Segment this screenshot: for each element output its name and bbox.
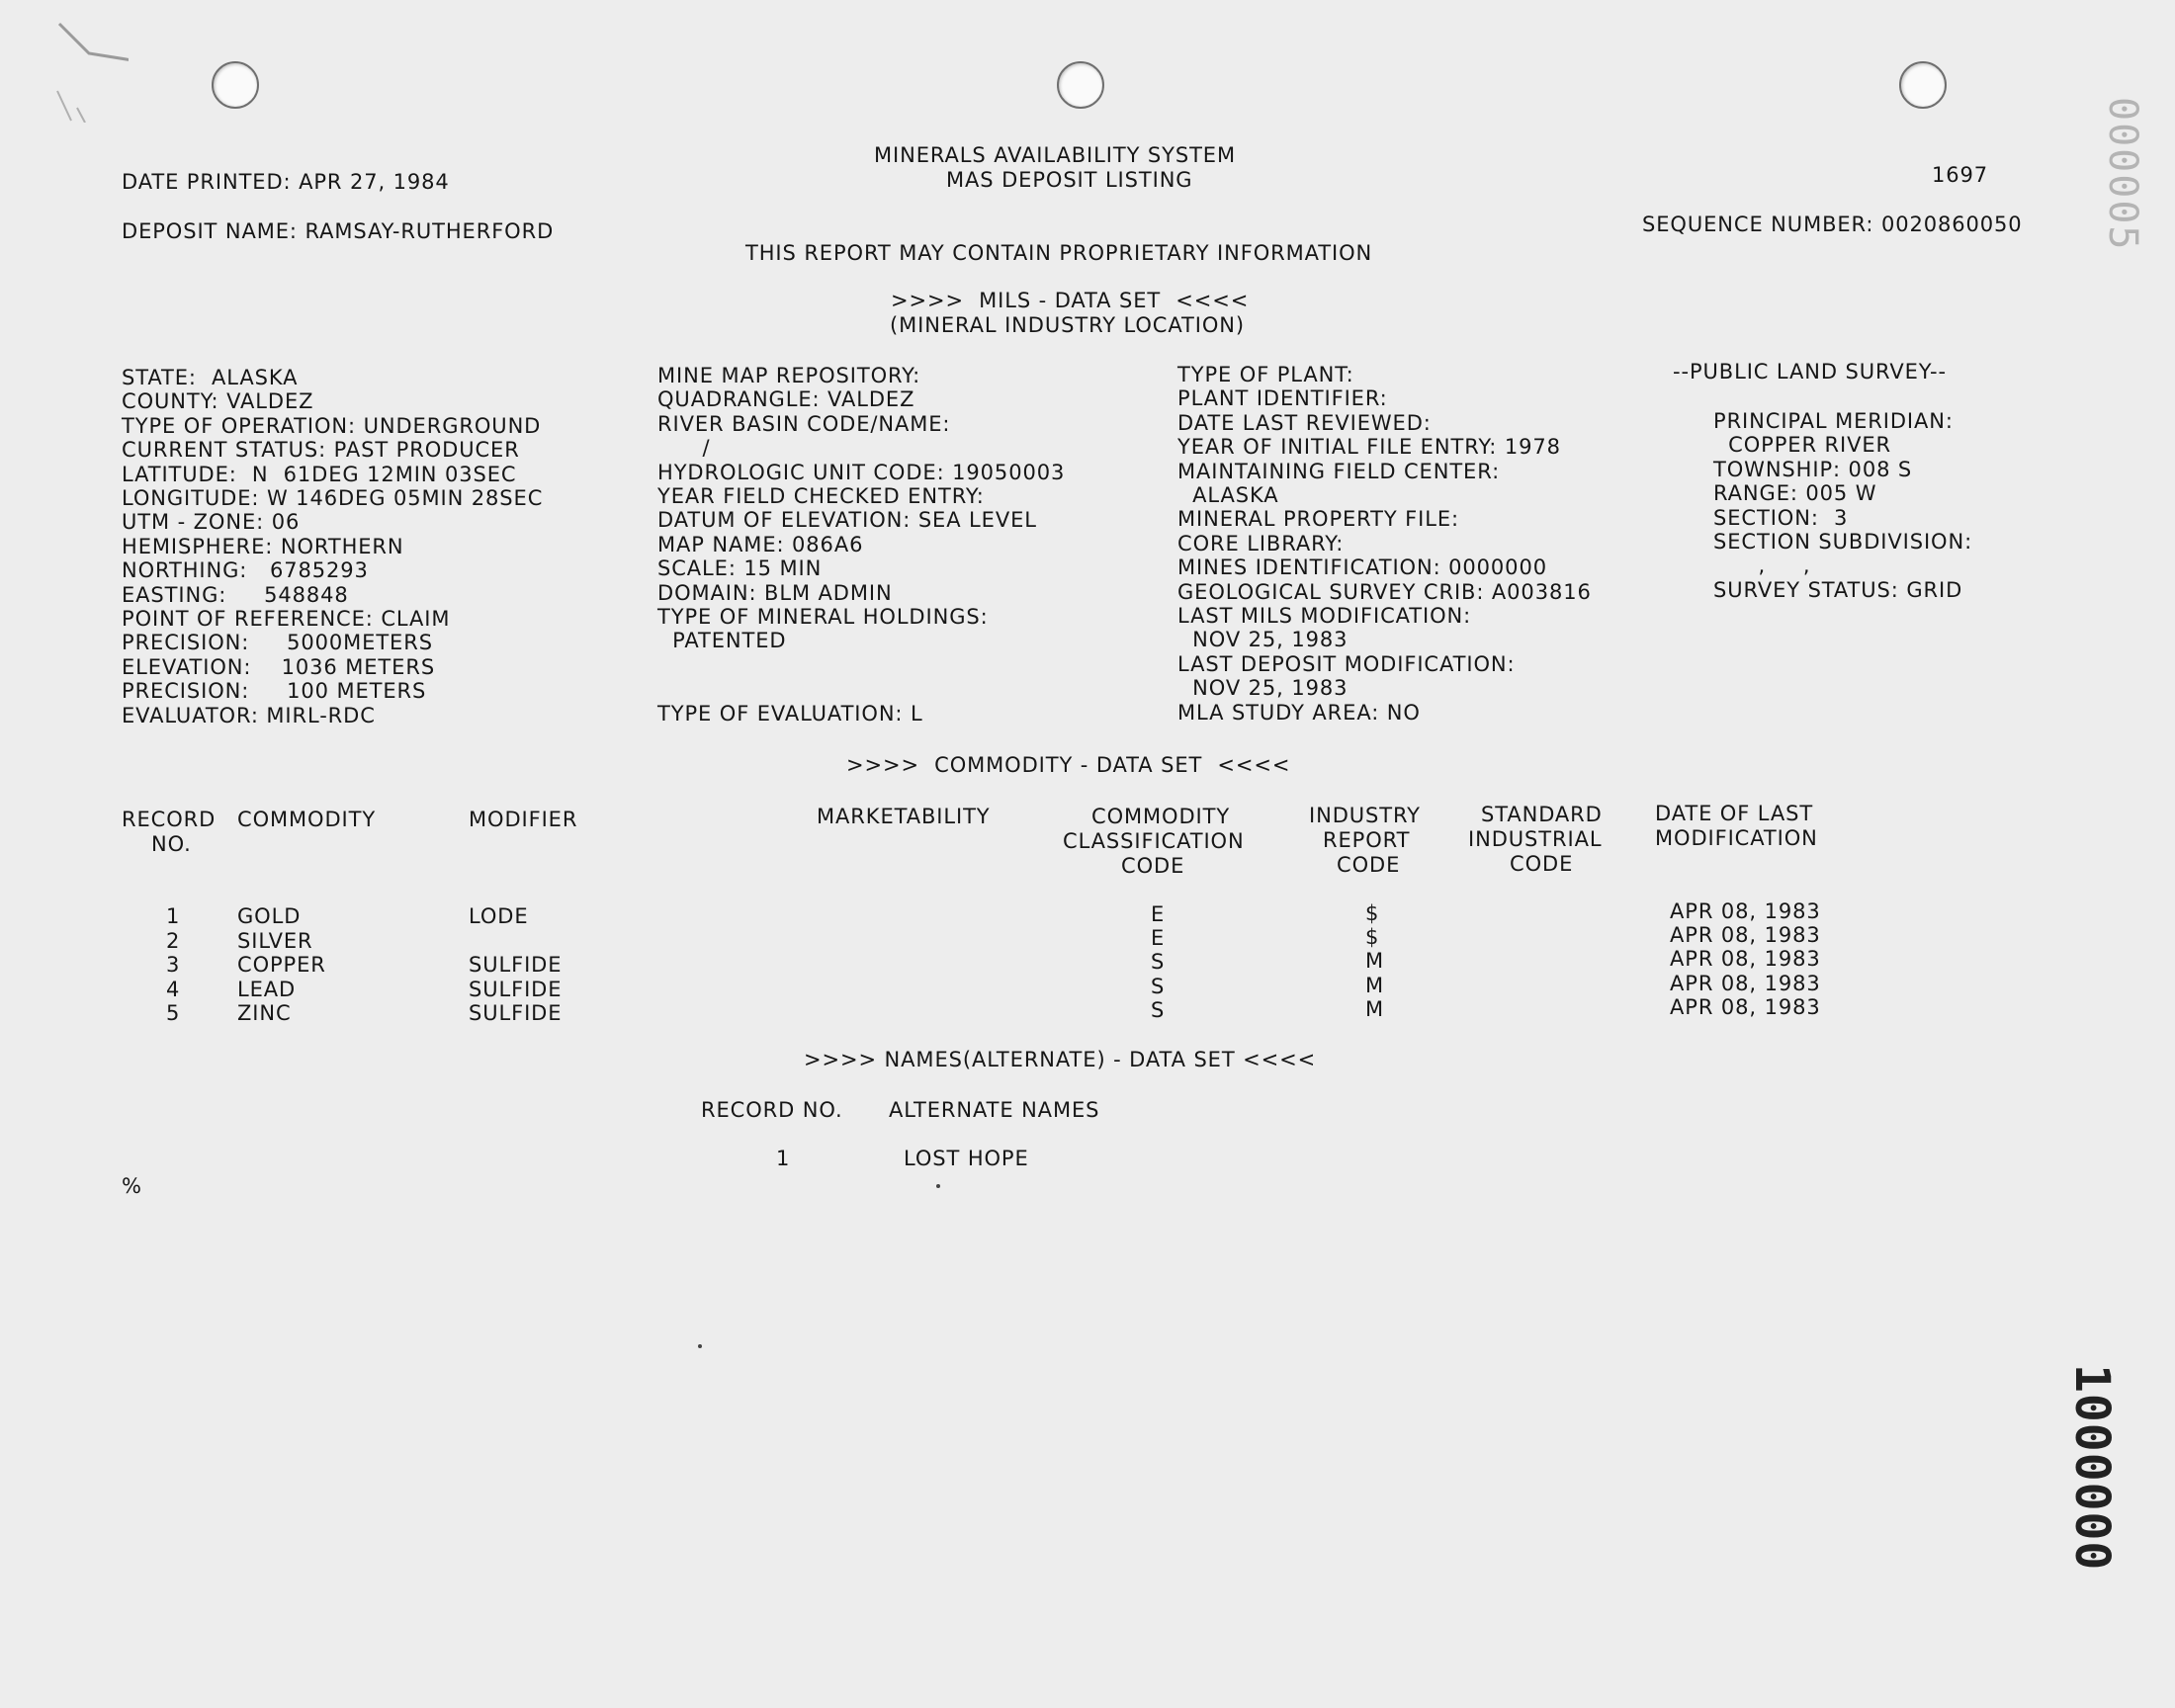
mils-field: LONGITUDE: W 146DEG 05MIN 28SEC: [122, 486, 544, 510]
names-col-record: RECORD NO.: [701, 1098, 843, 1122]
mils-field: ELEVATION: 1036 METERS: [122, 654, 436, 679]
mils-field: GEOLOGICAL SURVEY CRIB: A003816: [1177, 579, 1592, 604]
names-row-name: LOST HOPE: [904, 1147, 1029, 1170]
system-title: MINERALS AVAILABILITY SYSTEM: [874, 143, 1236, 167]
row-date: APR 08, 1983: [1670, 995, 1821, 1019]
commodity-heading: >>>> COMMODITY - DATA SET <<<<: [846, 753, 1291, 777]
col-date-line2: MODIFICATION: [1655, 826, 1818, 850]
names-row-record-no: 1: [776, 1147, 791, 1170]
names-col-alternate: ALTERNATE NAMES: [889, 1098, 1100, 1122]
row-record-no: 1: [166, 904, 181, 928]
row-modifier: LODE: [469, 904, 529, 928]
stamp-bottom-right: 1000000: [2064, 1364, 2120, 1572]
row-classification: E: [1151, 926, 1166, 950]
row-commodity: ZINC: [237, 1001, 292, 1025]
mils-field: PRECISION: 5000METERS: [122, 631, 433, 655]
row-record-no: 3: [166, 953, 181, 977]
mils-field: LAST DEPOSIT MODIFICATION:: [1177, 651, 1516, 676]
row-date: APR 08, 1983: [1670, 923, 1821, 947]
row-industry: M: [1365, 974, 1385, 997]
corner-scratch-mark: [30, 14, 129, 123]
col-sic-line3: CODE: [1510, 852, 1574, 876]
mils-field: RIVER BASIN CODE/NAME:: [657, 411, 951, 436]
mils-field: QUADRANGLE: VALDEZ: [657, 387, 915, 412]
mils-field: MLA STUDY AREA: NO: [1177, 700, 1421, 725]
row-classification: S: [1151, 998, 1166, 1022]
mils-field: TYPE OF EVALUATION: L: [657, 701, 923, 726]
row-modifier: SULFIDE: [469, 978, 563, 1001]
mils-field: YEAR OF INITIAL FILE ENTRY: 1978: [1177, 435, 1561, 460]
row-industry: M: [1365, 997, 1385, 1021]
mils-field: PLANT IDENTIFIER:: [1177, 386, 1388, 411]
mils-field: NORTHING: 6785293: [122, 558, 369, 583]
row-classification: S: [1151, 975, 1166, 998]
col-classification-line2: CLASSIFICATION: [1063, 829, 1245, 853]
mils-field: RANGE: 005 W: [1713, 481, 1877, 506]
mils-field: HYDROLOGIC UNIT CODE: 19050003: [657, 460, 1066, 484]
punch-hole-center: [1057, 61, 1104, 109]
row-commodity: GOLD: [237, 904, 302, 928]
mils-field: MAP NAME: 086A6: [657, 532, 864, 556]
row-record-no: 2: [166, 929, 181, 953]
public-land-survey-heading: --PUBLIC LAND SURVEY--: [1673, 360, 1947, 384]
stamp-top-right: 000005: [2100, 97, 2145, 252]
col-commodity: COMMODITY: [237, 808, 377, 831]
mils-field: POINT OF REFERENCE: CLAIM: [122, 607, 451, 631]
mils-field: LATITUDE: N 61DEG 12MIN 03SEC: [122, 462, 517, 486]
listing-title: MAS DEPOSIT LISTING: [946, 168, 1193, 192]
col-marketability: MARKETABILITY: [817, 805, 991, 828]
col-industry-line1: INDUSTRY: [1309, 804, 1421, 827]
punch-hole-left: [212, 61, 259, 109]
mils-field: TOWNSHIP: 008 S: [1713, 457, 1913, 481]
names-heading: >>>> NAMES(ALTERNATE) - DATA SET <<<<: [804, 1048, 1317, 1071]
row-commodity: SILVER: [237, 929, 313, 953]
mils-field: LAST MILS MODIFICATION:: [1177, 604, 1472, 628]
mils-field: CURRENT STATUS: PAST PRODUCER: [122, 438, 520, 463]
sequence-number: SEQUENCE NUMBER: 0020860050: [1642, 213, 2023, 236]
row-commodity: COPPER: [237, 953, 326, 977]
mils-field: TYPE OF PLANT:: [1177, 363, 1354, 386]
mils-field: SCALE: 15 MIN: [657, 556, 823, 581]
mils-field: COUNTY: VALDEZ: [122, 389, 314, 414]
row-industry: $: [1365, 901, 1380, 925]
mils-field: DATE LAST REVIEWED:: [1177, 410, 1432, 435]
row-modifier: SULFIDE: [469, 953, 563, 977]
row-commodity: LEAD: [237, 978, 297, 1001]
mils-field: CORE LIBRARY:: [1177, 531, 1345, 555]
mils-heading: >>>> MILS - DATA SET <<<<: [891, 289, 1250, 312]
col-industry-line2: REPORT: [1323, 828, 1411, 852]
row-modifier: SULFIDE: [469, 1001, 563, 1025]
footer-mark: %: [122, 1174, 142, 1198]
mils-subheading: (MINERAL INDUSTRY LOCATION): [890, 313, 1245, 337]
mils-field: /: [657, 436, 711, 461]
mils-field: MAINTAINING FIELD CENTER:: [1177, 459, 1501, 483]
row-record-no: 5: [166, 1001, 181, 1025]
mils-field: MINE MAP REPOSITORY:: [657, 364, 921, 387]
row-date: APR 08, 1983: [1670, 899, 1821, 923]
mils-field: PRINCIPAL MERIDIAN:: [1713, 409, 1954, 433]
mils-field: TYPE OF MINERAL HOLDINGS:: [657, 605, 989, 629]
mils-field: EASTING: 548848: [122, 582, 349, 607]
mils-field: UTM - ZONE: 06: [122, 510, 301, 535]
col-modifier: MODIFIER: [469, 808, 578, 831]
mils-field: COPPER RIVER: [1713, 433, 1892, 458]
col-classification-line1: COMMODITY: [1091, 805, 1231, 828]
punch-hole-right: [1899, 61, 1947, 109]
mils-field: NOV 25, 1983: [1177, 676, 1348, 701]
col-sic-line2: INDUSTRIAL: [1468, 827, 1603, 851]
mils-field: STATE: ALASKA: [122, 366, 299, 389]
row-date: APR 08, 1983: [1670, 947, 1821, 971]
mils-field: HEMISPHERE: NORTHERN: [122, 534, 404, 558]
col-record-no-line1: RECORD: [122, 808, 217, 831]
mils-field: MINERAL PROPERTY FILE:: [1177, 507, 1459, 532]
stray-dot: [698, 1344, 702, 1348]
row-industry: M: [1365, 949, 1385, 973]
mils-field: ALASKA: [1177, 483, 1279, 507]
mils-field: SECTION: 3: [1713, 505, 1849, 530]
stray-dot: [936, 1184, 940, 1188]
col-date-line1: DATE OF LAST: [1655, 802, 1814, 825]
mils-field: SURVEY STATUS: GRID: [1713, 577, 1963, 602]
mils-field: PATENTED: [657, 629, 787, 653]
mils-field: PRECISION: 100 METERS: [122, 679, 427, 704]
row-classification: E: [1151, 902, 1166, 926]
row-date: APR 08, 1983: [1670, 972, 1821, 995]
date-printed: DATE PRINTED: APR 27, 1984: [122, 170, 450, 194]
page-number: 1697: [1932, 163, 1989, 187]
col-industry-line3: CODE: [1337, 853, 1401, 877]
proprietary-notice: THIS REPORT MAY CONTAIN PROPRIETARY INFORMATION: [745, 241, 1373, 265]
row-industry: $: [1365, 925, 1380, 949]
mils-field: NOV 25, 1983: [1177, 628, 1348, 652]
mils-field: YEAR FIELD CHECKED ENTRY:: [657, 484, 985, 508]
row-classification: S: [1151, 950, 1166, 974]
mils-field: , ,: [1713, 554, 1811, 578]
row-record-no: 4: [166, 978, 181, 1001]
col-record-no-line2: NO.: [151, 832, 192, 856]
mils-field: MINES IDENTIFICATION: 0000000: [1177, 555, 1547, 580]
mils-field: DOMAIN: BLM ADMIN: [657, 580, 893, 605]
deposit-name: DEPOSIT NAME: RAMSAY-RUTHERFORD: [122, 219, 555, 243]
mils-field: EVALUATOR: MIRL-RDC: [122, 703, 376, 727]
mils-field: DATUM OF ELEVATION: SEA LEVEL: [657, 508, 1037, 533]
mils-field: TYPE OF OPERATION: UNDERGROUND: [122, 413, 542, 438]
mils-field: SECTION SUBDIVISION:: [1713, 530, 1973, 554]
col-sic-line1: STANDARD: [1481, 803, 1603, 826]
col-classification-line3: CODE: [1121, 854, 1185, 878]
